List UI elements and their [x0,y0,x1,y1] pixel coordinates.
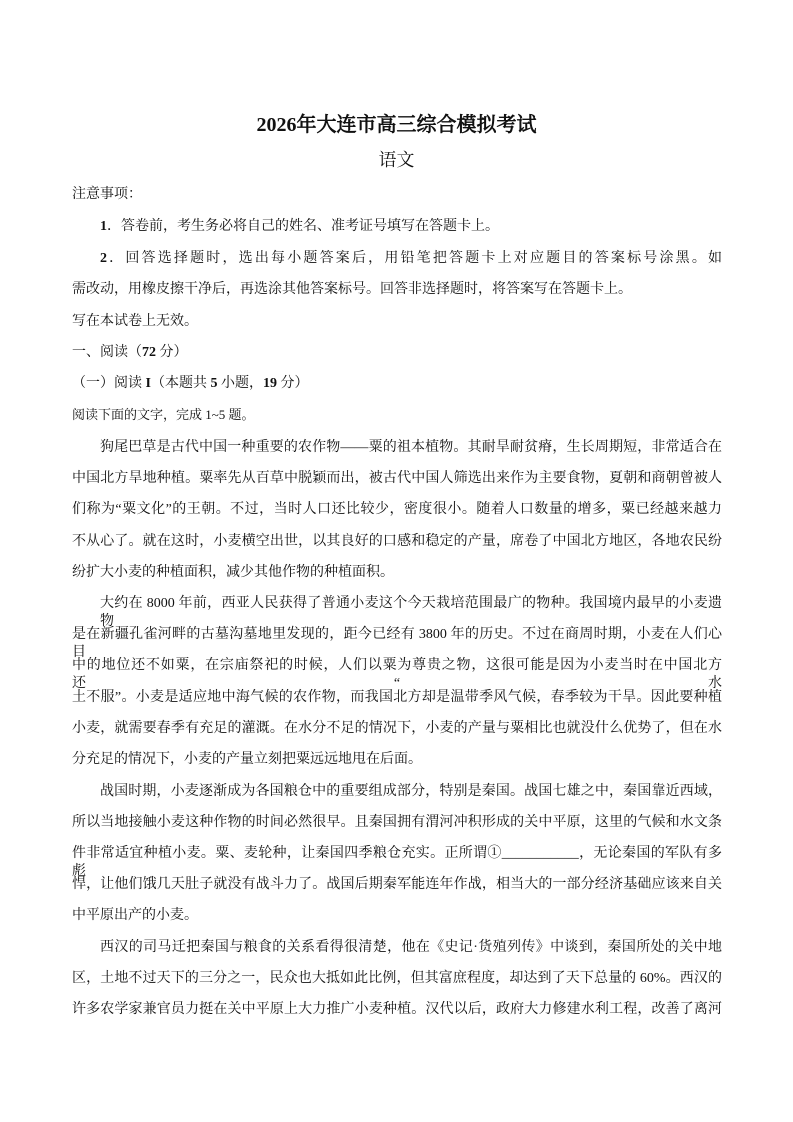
reading-instruction: 阅读下面的文字，完成 1~5 题。 [72,407,255,422]
paragraph-line: 是在新疆孔雀河畔的古墓沟墓地里发现的，距今已经有 3800 年的历史。不过在商周时期，小麦在人们心目 [72,627,722,660]
subsection-text: （本题共 [150,376,211,391]
notice-heading: 注意事项： [72,187,142,202]
subsection-score: 19 [262,376,277,391]
paragraph-line: 小麦，就需要春季有充足的灌溉。在水分不足的情况下，小麦的产量与粟相比也就没什么优势了，但在水 [72,721,722,736]
paragraph-line: 大约在 8000 年前，西亚人民获得了普通小麦这个今天栽培范围最广的物种。我国境内最早的小麦遗物 [100,596,722,629]
section-score: 72 [142,345,156,360]
section-heading [72,344,722,362]
notice-item-2 [100,250,722,268]
paragraph-line: 分充足的情况下，小麦的产量立刻把粟远远地甩在后面。 [72,752,422,767]
notice-item-2-line: 需改动，用橡皮擦干净后，再选涂其他答案标号。回答非选择题时，将答案写在答题卡上。 [72,282,632,297]
question-count: 5 [210,376,218,391]
subsection-text: 小题， [217,376,263,391]
item-number: 1 [100,219,107,234]
item-number: 2 [100,251,107,266]
paragraph-line: 西汉的司马迁把秦国与粮食的关系看得很清楚，他在《史记·货殖列传》中谈到，秦国所处的关中地 [100,940,722,955]
paragraph-line: 件非常适宜种植小麦。粟、麦轮种，让秦国四季粮仓充实。正所谓①___________，无论秦国的军队有多彪 [72,846,722,879]
notice-item-2-line: 写在本试卷上无效。 [72,314,198,329]
subsection-heading [72,375,722,393]
notice-item-1 [100,218,722,236]
paragraph-line: 战国时期，小麦逐渐成为各国粮仓中的重要组成部分，特别是秦国。战国七雄之中，秦国靠近西域， [100,784,722,799]
section-suffix: 分） [156,345,188,360]
item-text: ．答卷前，考生务必将自己的姓名、准考证号填写在答题卡上。 [107,219,499,234]
paragraph-line: 所以当地接触小麦这种作物的时间必然很早。且秦国拥有渭河冲积形成的关中平原，这里的气候和水文条 [72,815,722,830]
exam-title: 2026年大连市高三综合模拟考试 [256,114,537,136]
section-label: 一、阅读（ [72,345,142,360]
paragraph-line: 中国北方旱地种植。粟率先从百草中脱颖而出，被古代中国人筛选出来作为主要食物，夏朝和商朝曾被人 [72,471,722,486]
paragraph-line: 土不服”。小麦是适应地中海气候的农作物，而我国北方却是温带季风气候，春季较为干旱。因此要种植 [72,690,722,705]
paragraph-line: 纷扩大小麦的种植面积，减少其他作物的种植面积。 [72,565,394,580]
paragraph-line: 许多农学家兼官员力挺在关中平原上大力推广小麦种植。汉代以后，政府大力修建水利工程，改善了离河 [72,1002,722,1017]
item-text: ．回答选择题时，选出每小题答案后，用铅笔把答题卡上对应题目的答案标号涂黑。如 [107,251,722,266]
subsection-text: （一）阅读 [72,376,146,391]
paragraph-line: 狗尾巴草是古代中国一种重要的农作物——粟的祖本植物。其耐旱耐贫瘠，生长周期短，非常适合在 [100,440,722,455]
subsection-roman: I [145,376,151,391]
paragraph-line: 不从心了。就在这时，小麦横空出世，以其良好的口感和稳定的产量，席卷了中国北方地区，各地农民纷 [72,534,722,549]
paragraph-line: 们称为“粟文化”的王朝。不过，当时人口还比较少，密度很小。随着人口数量的增多，粟已经越来越力 [72,502,722,517]
subject-title: 语文 [378,150,415,170]
paragraph-line: 悍，让他们饿几天肚子就没有战斗力了。战国后期秦军能连年作战，相当大的一部分经济基础应该来自关 [72,877,722,892]
paragraph-line: 中平原出产的小麦。 [72,908,198,923]
paragraph-line: 中的地位还不如粟，在宗庙祭祀的时候，人们以粟为尊贵之物，这很可能是因为小麦当时在中国北方还“水 [72,658,722,691]
paragraph-line: 区，土地不过天下的三分之一，民众也大抵如此比例，但其富庶程度，却达到了天下总量的 60%。西汉的 [72,971,722,986]
subsection-text: 分） [276,376,309,391]
